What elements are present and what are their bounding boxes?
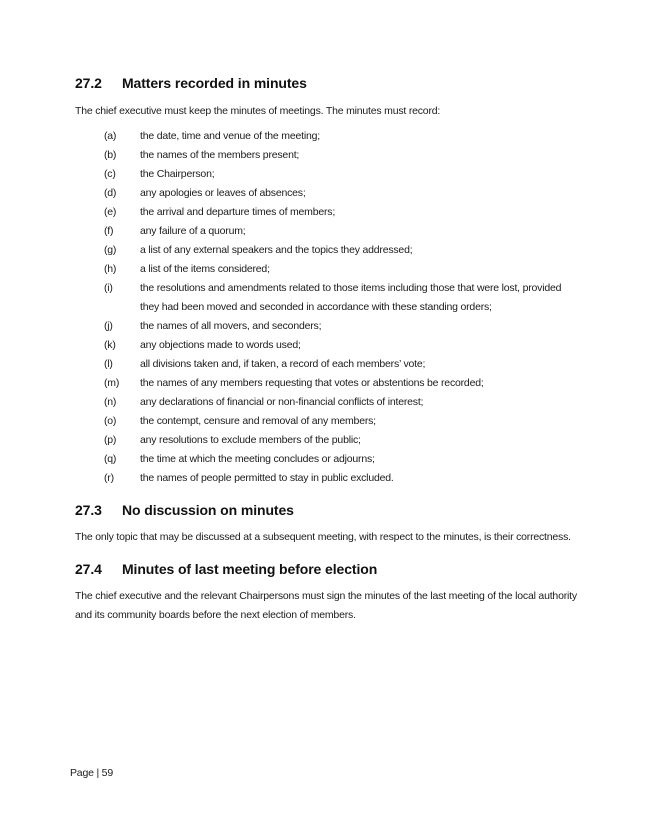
list-item — [75, 260, 582, 279]
list-item-text: any failure of a quorum; — [140, 225, 246, 237]
list-item — [75, 127, 582, 146]
list-item-text: a list of the items considered; — [140, 263, 270, 275]
list-item-label: (j) — [104, 320, 113, 332]
list-item-text: the names of any members requesting that votes or abstentions be recorded; — [140, 377, 484, 389]
section-title: Minutes of last meeting before election — [122, 561, 378, 577]
list-item — [75, 184, 582, 203]
list-item-label: (q) — [104, 453, 117, 465]
list-item — [75, 412, 582, 431]
section-27-4 — [75, 560, 582, 625]
list-item — [75, 374, 582, 393]
list-item-label: (c) — [104, 168, 116, 180]
list-item-label: (d) — [104, 187, 117, 199]
list-item-label: (l) — [104, 358, 113, 370]
list-item-label: (p) — [104, 434, 117, 446]
list-item-label: (f) — [104, 225, 114, 237]
list-item-label: (r) — [104, 472, 114, 484]
list-item-text: any apologies or leaves of absences; — [140, 187, 306, 199]
list-item-text: any resolutions to exclude members of the public; — [140, 434, 361, 446]
section-intro: The chief executive must keep the minutes of meetings. The minutes must record: — [75, 105, 441, 117]
section-number: 27.4 — [75, 561, 102, 577]
list-item-text: the names of people permitted to stay in public excluded. — [140, 472, 394, 484]
list-item — [75, 241, 582, 260]
list-item — [75, 222, 582, 241]
section-number: 27.3 — [75, 502, 102, 518]
page-content — [75, 74, 582, 625]
list-item-text: the names of the members present; — [140, 149, 300, 161]
list-item-label: (h) — [104, 263, 117, 275]
list-item-text: the time at which the meeting concludes or adjourns; — [140, 453, 375, 465]
list-item-label: (k) — [104, 339, 116, 351]
list-item-text: any objections made to words used; — [140, 339, 301, 351]
section-title: Matters recorded in minutes — [122, 75, 307, 91]
section-paragraph: The chief executive and the relevant Chairpersons must sign the minutes of the last meeting of the local authority and its community boards before the next election of members. — [75, 590, 577, 621]
list-item-label: (o) — [104, 415, 117, 427]
list-item-text: the names of all movers, and seconders; — [140, 320, 322, 332]
list-item — [75, 279, 582, 317]
section-title: No discussion on minutes — [122, 502, 294, 518]
section-heading — [75, 74, 582, 92]
list-item-label: (b) — [104, 149, 117, 161]
list-item-text: a list of any external speakers and the topics they addressed; — [140, 244, 413, 256]
list-item — [75, 146, 582, 165]
list-item-label: (m) — [104, 377, 120, 389]
section-heading — [75, 501, 582, 519]
list-item-text: any declarations of financial or non-financial conflicts of interest; — [140, 396, 424, 408]
list-item-text: all divisions taken and, if taken, a record of each members’ vote; — [140, 358, 426, 370]
list-item-label: (i) — [104, 282, 113, 294]
list-item-label: (g) — [104, 244, 117, 256]
list-item-text: the resolutions and amendments related to those items including those that were lost, provided they had been moved and seconded in accordance with these standing orders; — [140, 282, 562, 313]
section-27-3 — [75, 501, 582, 547]
section-number: 27.2 — [75, 75, 102, 91]
list-item — [75, 450, 582, 469]
list-item-text: the date, time and venue of the meeting; — [140, 130, 320, 142]
list-item — [75, 336, 582, 355]
list-item — [75, 165, 582, 184]
list-item-text: the Chairperson; — [140, 168, 215, 180]
section-heading — [75, 560, 582, 578]
list-item — [75, 469, 582, 488]
list-item — [75, 393, 582, 412]
list-item-text: the contempt, censure and removal of any members; — [140, 415, 376, 427]
list-item-text: the arrival and departure times of members; — [140, 206, 336, 218]
clause-list — [75, 127, 582, 488]
list-item-label: (e) — [104, 206, 117, 218]
list-item-label: (n) — [104, 396, 117, 408]
section-27-2 — [75, 74, 582, 488]
list-item — [75, 203, 582, 222]
list-item-label: (a) — [104, 130, 117, 142]
section-paragraph: The only topic that may be discussed at a subsequent meeting, with respect to the minutes, is their correctness. — [75, 531, 571, 543]
page-number: Page | 59 — [70, 767, 113, 779]
list-item — [75, 355, 582, 374]
list-item — [75, 431, 582, 450]
list-item — [75, 317, 582, 336]
